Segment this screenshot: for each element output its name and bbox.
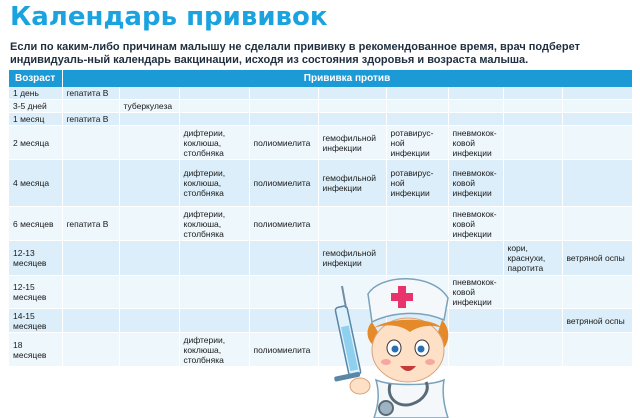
vaccine-cell [503, 160, 562, 207]
syringe-icon [334, 286, 361, 382]
vaccine-cell [503, 87, 562, 100]
intro-text: Если по каким-либо причинам малышу не сделали прививку в рекомендованное время, врач подберет индивидуаль-ный календарь вакцинации, исходя из состояния здоровья и возраста малыша. [10, 41, 580, 66]
vaccine-cell [119, 241, 179, 276]
age-cell: 6 месяцев [9, 207, 62, 241]
vaccine-cell [562, 207, 632, 241]
vaccine-cell [503, 100, 562, 113]
vaccine-cell [386, 87, 448, 100]
table-row [9, 160, 632, 207]
vaccine-cell [386, 207, 448, 241]
vaccine-cell: дифтерии, коклюша, столбняка [179, 126, 249, 160]
vaccine-cell [503, 309, 562, 333]
vaccine-cell [62, 333, 119, 367]
age-cell: 2 месяца [9, 126, 62, 160]
vaccine-cell [562, 100, 632, 113]
page-title: Календарь прививок [10, 2, 328, 32]
header-age: Возраст [9, 70, 62, 87]
table-row [9, 100, 632, 113]
vaccine-cell: туберкулеза [119, 100, 179, 113]
age-cell: 18 месяцев [9, 333, 62, 367]
vaccine-cell [503, 276, 562, 309]
vaccine-cell [179, 309, 249, 333]
vaccine-cell [562, 160, 632, 207]
vaccine-cell: гемофильной инфекции [318, 241, 386, 276]
vaccine-cell: гемофильной инфекции [318, 126, 386, 160]
vaccine-cell: пневмокок-ковой инфекции [448, 126, 503, 160]
vaccine-cell: полиомиелита [249, 160, 318, 207]
vaccine-cell [62, 241, 119, 276]
vaccine-cell [249, 87, 318, 100]
vaccine-cell [119, 113, 179, 126]
vaccine-cell [318, 100, 386, 113]
vaccine-cell [119, 160, 179, 207]
vaccine-cell [318, 87, 386, 100]
vaccine-cell [62, 276, 119, 309]
vaccine-cell: ветряной оспы [562, 241, 632, 276]
vaccine-cell: кори, краснухи, паротита [503, 241, 562, 276]
vaccine-cell [179, 87, 249, 100]
vaccine-cell: полиомиелита [249, 333, 318, 367]
vaccine-cell [119, 87, 179, 100]
header-vaccines: Прививка против [62, 70, 632, 87]
vaccine-cell [386, 113, 448, 126]
vaccine-cell [562, 276, 632, 309]
age-cell: 14-15 месяцев [9, 309, 62, 333]
vaccine-cell: полиомиелита [249, 126, 318, 160]
vaccine-cell [249, 276, 318, 309]
vaccine-cell [249, 100, 318, 113]
vaccine-cell [249, 113, 318, 126]
table-row [9, 207, 632, 241]
vaccine-cell [119, 309, 179, 333]
vaccine-cell [179, 100, 249, 113]
table-row [9, 87, 632, 100]
vaccine-cell [318, 207, 386, 241]
vaccine-cell: пневмокок-ковой инфекции [448, 276, 503, 309]
vaccine-cell [119, 126, 179, 160]
vaccine-cell [448, 113, 503, 126]
vaccine-cell [249, 309, 318, 333]
vaccine-cell: ротавирус-ной инфекции [386, 126, 448, 160]
table-header-row [9, 70, 632, 87]
nurse-mascot-illustration [320, 266, 470, 418]
vaccine-cell [62, 126, 119, 160]
vaccine-cell [562, 87, 632, 100]
vaccine-cell: пневмокок-ковой инфекции [448, 207, 503, 241]
vaccine-cell [448, 87, 503, 100]
vaccine-cell [562, 333, 632, 367]
vaccine-cell [562, 113, 632, 126]
vaccine-cell [179, 276, 249, 309]
vaccine-cell [503, 207, 562, 241]
age-cell: 3-5 дней [9, 100, 62, 113]
vaccine-cell: гемофильной инфекции [318, 160, 386, 207]
vaccine-cell [62, 160, 119, 207]
vaccine-cell [249, 241, 318, 276]
age-cell: 4 месяца [9, 160, 62, 207]
vaccine-cell [179, 113, 249, 126]
vaccine-cell [503, 333, 562, 367]
vaccine-cell [503, 113, 562, 126]
vaccine-cell: гепатита В [62, 113, 119, 126]
vaccine-cell [179, 241, 249, 276]
vaccine-cell: ротавирус-ной инфекции [386, 160, 448, 207]
vaccine-cell [119, 207, 179, 241]
vaccine-cell [562, 126, 632, 160]
vaccine-cell [62, 100, 119, 113]
table-row [9, 113, 632, 126]
vaccine-cell: гепатита В [62, 207, 119, 241]
age-cell: 12-13 месяцев [9, 241, 62, 276]
vaccine-cell: полиомиелита [249, 207, 318, 241]
vaccine-cell: дифтерии, коклюша, столбняка [179, 160, 249, 207]
vaccine-cell [119, 276, 179, 309]
vaccine-cell: дифтерии, коклюша, столбняка [179, 333, 249, 367]
vaccine-cell: ветряной оспы [562, 309, 632, 333]
vaccine-cell [503, 126, 562, 160]
vaccine-cell [62, 309, 119, 333]
age-cell: 1 месяц [9, 113, 62, 126]
age-cell: 12-15 месяцев [9, 276, 62, 309]
vaccine-cell [119, 333, 179, 367]
age-cell: 1 день [9, 87, 62, 100]
vaccine-cell [318, 113, 386, 126]
table-row [9, 126, 632, 160]
vaccine-cell [386, 100, 448, 113]
vaccine-cell: гепатита В [62, 87, 119, 100]
vaccine-cell [448, 100, 503, 113]
vaccine-cell: дифтерии, коклюша, столбняка [179, 207, 249, 241]
vaccine-cell: пневмокок-ковой инфекции [448, 160, 503, 207]
